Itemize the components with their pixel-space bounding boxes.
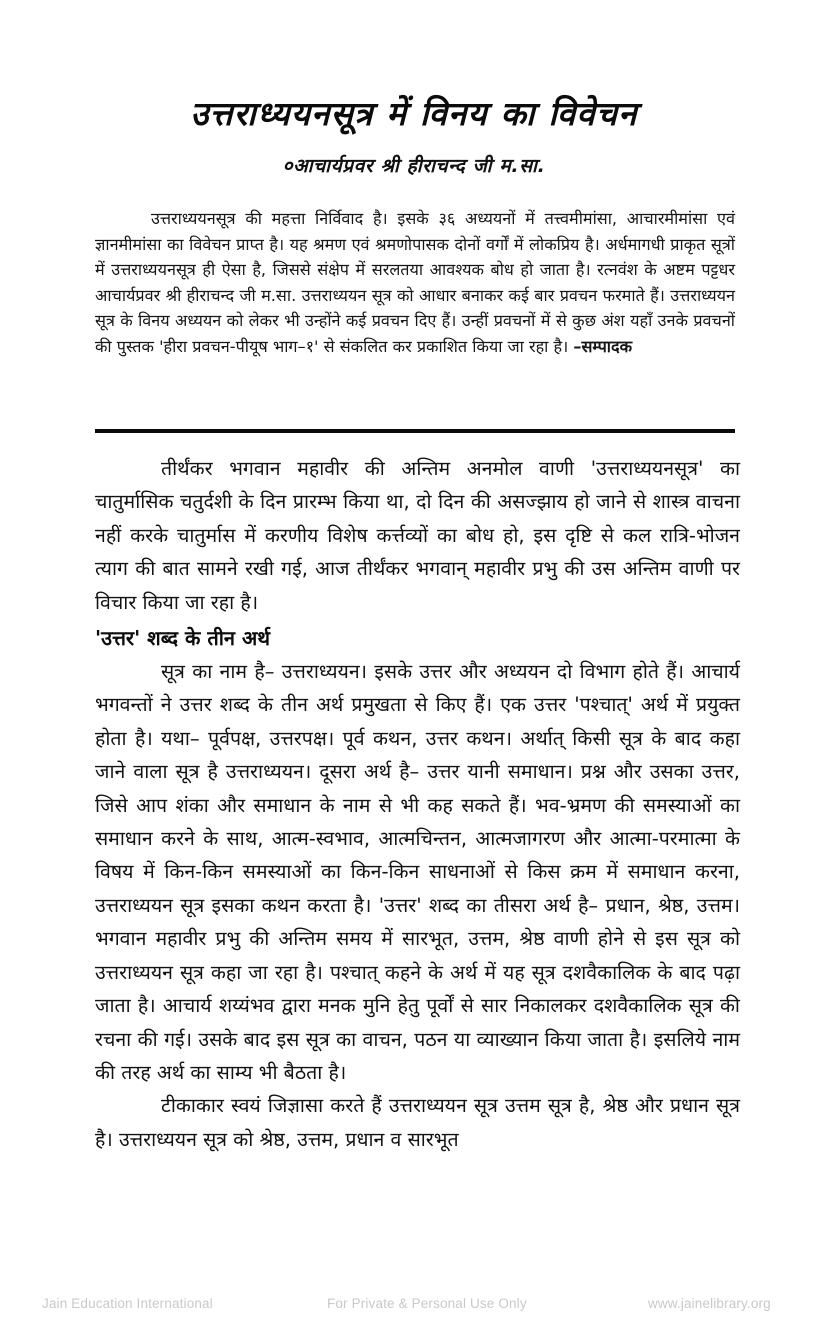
footer-website-url[interactable]: www.jainelibrary.org	[648, 1296, 771, 1311]
main-body-block	[95, 452, 740, 1156]
body-paragraph-1: तीर्थंकर भगवान महावीर की अन्तिम अनमोल वाणी 'उत्तराध्ययनसूत्र' का चातुर्मासिक चतुर्दशी के दिन प्रारम्भ किया था, दो दिन की असज्झाय हो जाने से शास्त्र वाचना नहीं करके चातुर्मास में करणीय विशेष कर्त्तव्यों का बोध हो, इस दृष्टि से कल रात्रि-भोजन त्याग की बात सामने रखी गई, आज तीर्थंकर भगवान् महावीर प्रभु की उस अन्तिम वाणी पर विचार किया जा रहा है।	[95, 457, 740, 614]
section-divider-rule	[95, 429, 735, 433]
editor-intro-block	[95, 206, 735, 359]
page-title: उत्तराध्ययनसूत्र में विनय का विवेचन	[190, 94, 638, 133]
editor-intro-body: उत्तराध्ययनसूत्र की महत्ता निर्विवाद है। इसके ३६ अध्ययनों में तत्त्वमीमांसा, आचारमीमांसा एवं ज्ञानमीमांसा का विवेचन प्राप्त है। यह श्रमण एवं श्रमणोपासक दोनों वर्गों में लोकप्रिय है। अर्धमागधी प्राकृत सूत्रों में उत्तराध्ययनसूत्र ही ऐसा है, जिससे संक्षेप में सरलतया आवश्यक बोध हो जाता है। रत्नवंश के अष्टम पट्टधर आचार्यप्रवर श्री हीराचन्द जी म.सा. उत्तराध्ययन सूत्र को आधार बनाकर कई बार प्रवचन फरमाते हैं। उत्तराध्ययन सूत्र के विनय अध्ययन को लेकर भी उन्होंने कई प्रवचन दिए हैं। उन्हीं प्रवचनों में से कुछ अंश यहाँ उनके प्रवचनों की पुस्तक 'हीरा प्रवचन-पीयूष भाग–१' से संकलित कर प्रकाशित किया जा रहा है।	[95, 209, 735, 356]
section-heading-three-meanings: 'उत्तर' शब्द के तीन अर्थ	[95, 626, 271, 651]
body-paragraph-2: सूत्र का नाम है– उत्तराध्ययन। इसके उत्तर और अध्ययन दो विभाग होते हैं। आचार्य भगवन्तों ने उत्तर शब्द के तीन अर्थ प्रमुखता से किए हैं। एक उत्तर 'पश्चात्' अर्थ में प्रयुक्त होता है। यथा– पूर्वपक्ष, उत्तरपक्ष। पूर्व कथन, उत्तर कथन। अर्थात् किसी सूत्र के बाद कहा जाने वाला सूत्र है उत्तराध्ययन। दूसरा अर्थ है– उत्तर यानी समाधान। प्रश्न और उसका उत्तर, जिसे आप शंका और समाधान के नाम से भी कह सकते हैं। भव-भ्रमण की समस्याओं का समाधान करने के साथ, आत्म-स्वभाव, आत्मचिन्तन, आत्मजागरण और आत्मा-परमात्मा के विषय में किन-किन समस्याओं का किन-किन साधनाओं से किस क्रम में समाधान करना, उत्तराध्ययन सूत्र इसका कथन करता है। 'उत्तर' शब्द का तीसरा अर्थ है– प्रधान, श्रेष्ठ, उत्तम। भगवान महावीर प्रभु की अन्तिम समय में सारभूत, उत्तम, श्रेष्ठ वाणी होने से इस सूत्र को उत्तराध्ययन सूत्र कहा जा रहा है। पश्चात् कहने के अर्थ में यह सूत्र दशवैकालिक के बाद पढ़ा जाता है। आचार्य शय्यंभव द्वारा मनक मुनि हेतु पूर्वों से सार निकालकर दशवैकालिक सूत्र की रचना की गई। उसके बाद इस सूत्र का वाचन, पठन या व्याख्यान किया जाता है। इसलिये नाम की तरह अर्थ का साम्य भी बैठता है।	[95, 660, 740, 1084]
author-byline: ०आचार्यप्रवर श्री हीराचन्द जी म.सा.	[282, 154, 546, 177]
editor-credit: –सम्पादक	[573, 336, 633, 356]
title-block	[0, 96, 828, 178]
editor-intro-text	[95, 206, 735, 359]
footer-organization: Jain Education International	[42, 1296, 213, 1311]
body-paragraph-3: टीकाकार स्वयं जिज्ञासा करते हैं उत्तराध्ययन सूत्र उत्तम सूत्र है, श्रेष्ठ और प्रधान सूत्र है। उत्तराध्ययन सूत्र को श्रेष्ठ, उत्तम, प्रधान व सारभूत	[95, 1094, 740, 1151]
footer-usage-notice: For Private & Personal Use Only	[327, 1296, 527, 1311]
